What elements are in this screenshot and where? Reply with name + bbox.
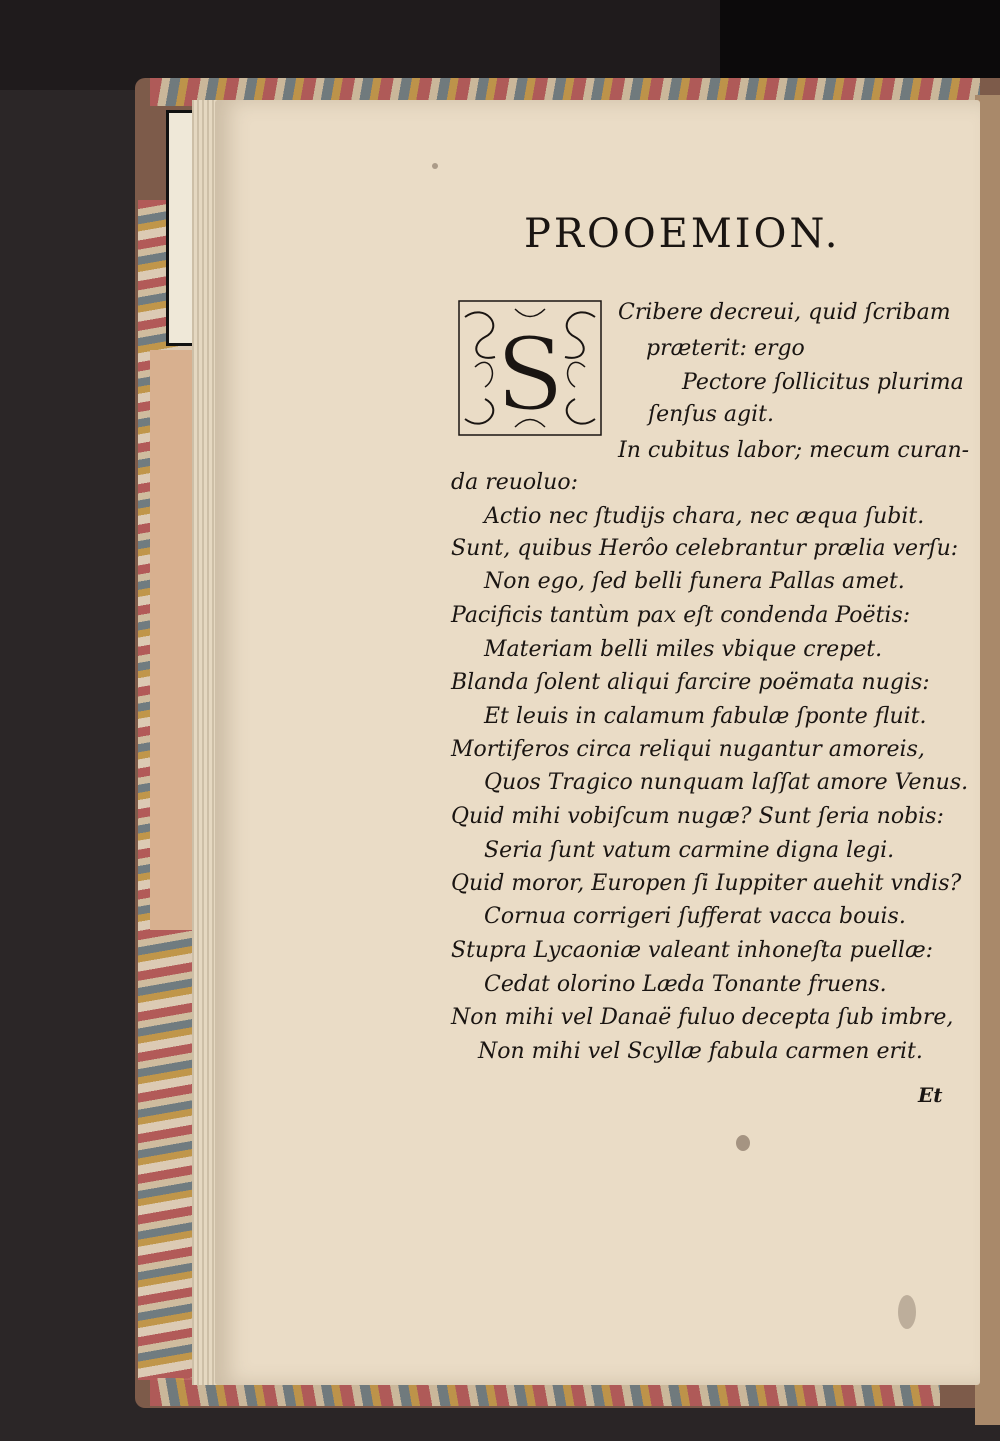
verse-line: Quid mihi vobiſcum nugæ? Sunt ſeria nobis:: [451, 804, 944, 829]
verse-line: Quid moror, Europen ſi Iuppiter auehit vndis?: [451, 871, 962, 896]
decorated-initial-s: [455, 297, 605, 439]
verse-line: Et leuis in calamum fabulæ ſponte fluit.: [484, 704, 927, 729]
verse-line: da reuoluo:: [451, 470, 579, 495]
verse-line: Actio nec ſtudijs chara, nec æqua ſubit.: [484, 504, 925, 529]
verse-line: Materiam belli miles vbique crepet.: [484, 637, 883, 662]
initial-letter: S: [495, 316, 565, 433]
verse-line: Quos Tragico nunquam laſſat amore Venus.: [484, 770, 969, 795]
paper-speck: [432, 163, 438, 169]
verse-line: Sunt, quibus Herôo celebrantur prælia verſu:: [451, 536, 959, 561]
paper-stain: [898, 1295, 916, 1329]
spine-strip: [150, 350, 196, 930]
verse-line: Cribere decreui, quid ſcribam: [618, 300, 951, 325]
verse-line: Cedat olorino Læda Tonante fruens.: [484, 972, 887, 997]
verse-line: Mortiferos circa reliqui nugantur amoreis,: [451, 737, 925, 762]
background: [0, 0, 150, 1441]
verse-line: præterit: ergo: [646, 336, 805, 361]
verse-line: Non ego, ſed belli funera Pallas amet.: [484, 569, 905, 594]
background-top-right: [720, 0, 1000, 90]
ink-blot: [736, 1135, 750, 1151]
verse-line: ſenſus agit.: [648, 402, 774, 427]
verse-line: In cubitus labor; mecum curan-: [618, 438, 970, 463]
verse-line: Blanda ſolent aliqui farcire poëmata nugis:: [451, 670, 930, 695]
catchword: Et: [918, 1083, 943, 1107]
verse-line: Pacificis tantùm pax eſt condenda Poëtis:: [451, 603, 911, 628]
verse-line: Cornua corrigeri ſufferat vacca bouis.: [484, 904, 906, 929]
verse-line: Stupra Lycaoniæ valeant inhoneſta puellæ:: [451, 938, 934, 963]
verse-line: Non mihi vel Danaë fuluo decepta ſub imbre,: [451, 1005, 954, 1030]
verse-line: Non mihi vel Scyllæ fabula carmen erit.: [478, 1039, 923, 1064]
verse-line: Seria ſunt vatum carmine digna legi.: [484, 838, 895, 863]
verse-line: Pectore ſollicitus plurima: [682, 370, 964, 395]
page-title: PROOEMION.: [524, 211, 841, 257]
